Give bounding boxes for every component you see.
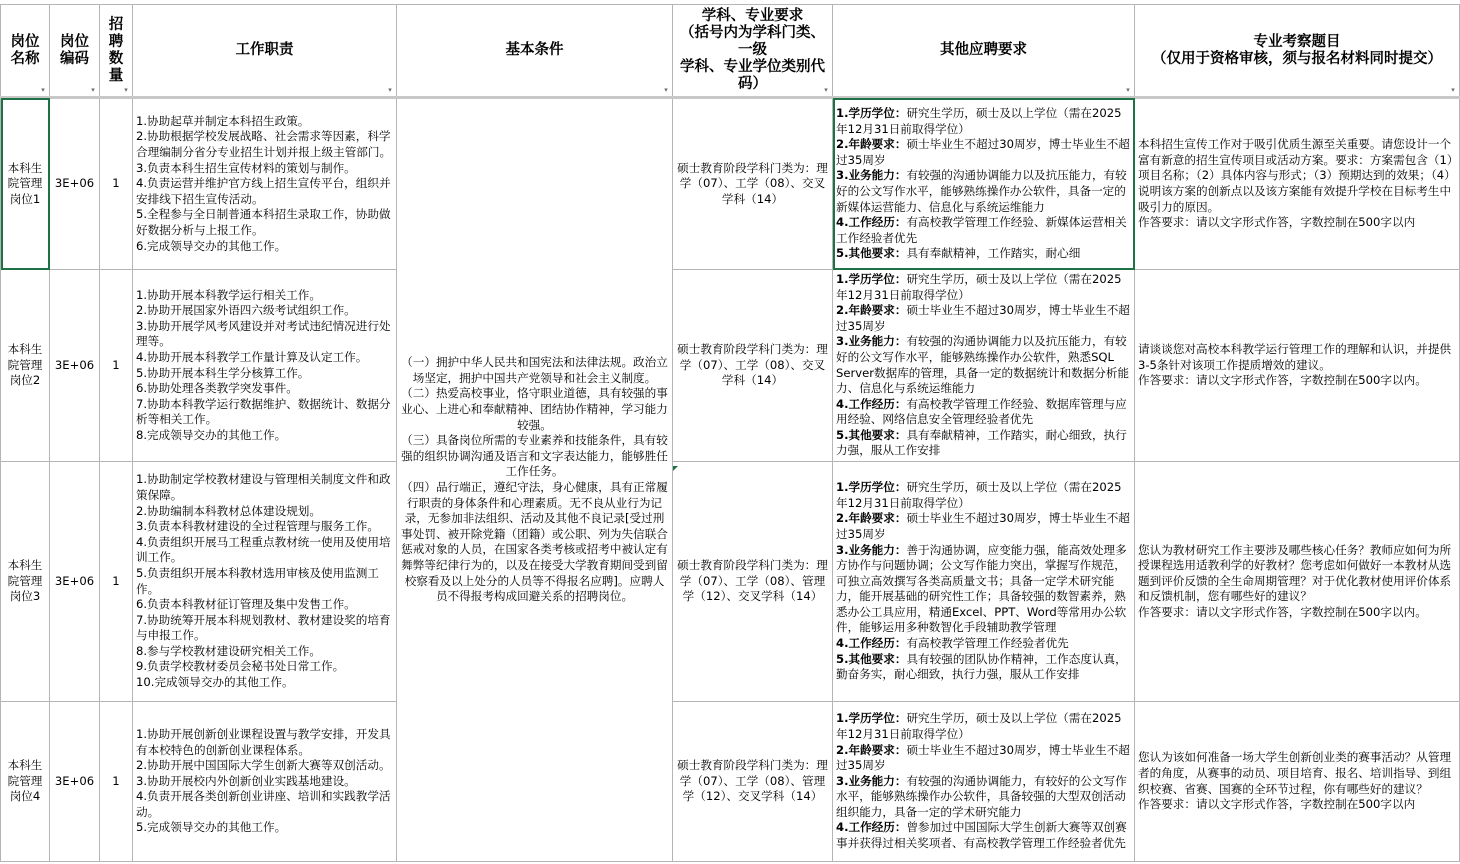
cell-duties[interactable]: 1.协助起草并制定本科招生政策。 2.协助根据学校发展战略、社会需求等因素，科学合理编制分省分专业招生计划并报上级主管部门。 3.负责本科生招生宣传材料的策划与制作。 4.负责运营并维护官方线上招生宣传平台，组织并安排线下招生宣传活动。 5.全程参与全日制普通本科招生录取工作，协助做好数据分析与上报工作。 6.完成领导交办的其他工作。	[133, 98, 397, 270]
cell-position-code[interactable]: 3E+06	[50, 98, 100, 270]
cell-count[interactable]: 1	[100, 462, 133, 702]
cell-major[interactable]: 硕士教育阶段学科门类为：理学（07）、工学（08）、管理学（12）、交叉学科（14）	[673, 702, 833, 862]
cell-count[interactable]: 1	[100, 702, 133, 862]
header-basic[interactable]: 基本条件 ▾	[397, 5, 673, 98]
cell-position-name[interactable]: 本科生院管理岗位2	[1, 270, 50, 462]
cell-other-requirements[interactable]: 1.学历学位：研究生学历，硕士及以上学位（需在2025年12月31日前取得学位） 2.年龄要求：硕士毕业生不超过30周岁，博士毕业生不超过35周岁 3.业务能力：有较强的沟通协调能力以及抗压能力，有较好的公文写作水平，能够熟练操作办公软件，具备一定的新媒体运营能力、信息化与系统运维能力 4.工作经历：有高校教学管理工作经验、新媒体运营相关工作经验者优先 5.其他要求：具有奉献精神，工作踏实，耐心细	[833, 98, 1135, 270]
cell-duties[interactable]: 1.协助开展创新创业课程设置与教学安排，开发具有本校特色的创新创业课程体系。 2.协助开展中国国际大学生创新大赛等双创活动。 3.协助开展校内外创新创业实践基地建设。 4.负责开展各类创新创业讲座、培训和实践教学活动。 5.完成领导交办的其他工作。	[133, 702, 397, 862]
filter-dropdown-icon[interactable]: ▾	[1451, 86, 1455, 94]
header-position-name[interactable]: 岗位名称 ▾	[1, 5, 50, 98]
cell-major[interactable]: 硕士教育阶段学科门类为：理学（07）、工学（08）、交叉学科（14）	[673, 270, 833, 462]
header-count[interactable]: 招聘数量 ▾	[100, 5, 133, 98]
cell-exam[interactable]: 您认为该如何准备一场大学生创新创业类的赛事活动？从管理者的角度，从赛事的动员、项目培育、报名、培训指导、到组织校赛、省赛、国赛的全环节过程，你有哪些好的建议？ 作答要求：请以文字形式作答，字数控制在500字以内	[1135, 702, 1460, 862]
cell-count[interactable]: 1	[100, 270, 133, 462]
spreadsheet-table	[0, 4, 1460, 862]
cell-other-requirements[interactable]: 1.学历学位：研究生学历，硕士及以上学位（需在2025年12月31日前取得学位） 2.年龄要求：硕士毕业生不超过30周岁，博士毕业生不超过35周岁 3.业务能力：善于沟通协调，应变能力强，能高效处理多方协作与问题协调；公文写作能力突出，掌握写作规范，可独立高效撰写各类高质量文书；具备一定学术研究能力，能开展基础的研究性工作；具备较强的数智素养，熟悉办公工具应用，精通Excel、PPT、Word等常用办公软件，能够运用多种数智化手段辅助教学管理 4.工作经历：有高校教学管理工作经验者优先 5.其他要求：具有较强的团队协作精神，工作态度认真，勤奋务实，耐心细致，执行力强，服从工作安排	[833, 462, 1135, 702]
cell-basic-conditions[interactable]: （一）拥护中华人民共和国宪法和法律法规。政治立场坚定，拥护中国共产党领导和社会主义制度。 （二）热爱高校事业，恪守职业道德，具有较强的事业心、上进心和奉献精神、团结协作精神，学习能力较强。 （三）具备岗位所需的专业素养和技能条件，具有较强的组织协调沟通及语言和文字表达能力，能够胜任工作任务。 （四）品行端正，遵纪守法，身心健康，具有正常履行职责的身体条件和心理素质。无不良从业行为记录，无参加非法组织、活动及其他不良记录[受过刑事处罚、被开除党籍（团籍）或公职、列为失信联合惩戒对象的人员，在国家各类考核或招考中被认定有舞弊等纪律行为的，以及在接受大学教育期间受到留校察看及以上处分的人员等不得报名应聘]。应聘人员不得报考构成回避关系的招聘岗位。	[397, 98, 673, 862]
header-duties[interactable]: 工作职责 ▾	[133, 5, 397, 98]
cell-major[interactable]: 硕士教育阶段学科门类为：理学（07）、工学（08）、管理学（12）、交叉学科（14）	[673, 462, 833, 702]
filter-dropdown-icon[interactable]: ▾	[124, 86, 128, 94]
cell-duties[interactable]: 1.协助制定学校教材建设与管理相关制度文件和政策保障。 2.协助编制本科教材总体建设规划。 3.负责本科教材建设的全过程管理与服务工作。 4.负责组织开展马工程重点教材统一使用及使用培训工作。 5.负责组织开展本科教材选用审核及使用监测工作。 6.负责本科教材征订管理及集中发售工作。 7.协助统筹开展本科规划教材、教材建设奖的培育与申报工作。 8.参与学校教材建设研究相关工作。 9.负责学校教材委员会秘书处日常工作。 10.完成领导交办的其他工作。	[133, 462, 397, 702]
cell-position-code[interactable]: 3E+06	[50, 270, 100, 462]
header-row	[1, 5, 1460, 98]
cell-position-name[interactable]: 本科生院管理岗位3	[1, 462, 50, 702]
cell-position-code[interactable]: 3E+06	[50, 462, 100, 702]
filter-dropdown-icon[interactable]: ▾	[824, 86, 828, 94]
header-major[interactable]: 学科、专业要求 （括号内为学科门类、一级 学科、专业学位类别代码） ▾	[673, 5, 833, 98]
filter-dropdown-icon[interactable]: ▾	[1126, 86, 1130, 94]
cell-exam[interactable]: 本科招生宣传工作对于吸引优质生源至关重要。请您设计一个富有新意的招生宣传项目或活动方案。要求：方案需包含（1）项目名称；（2）具体内容与形式；（3）预期达到的效果；（4）说明该方案的创新点以及该方案能有效提升学校在目标考生中吸引力的原因。 作答要求：请以文字形式作答，字数控制在500字以内	[1135, 98, 1460, 270]
cell-exam[interactable]: 您认为教材研究工作主要涉及哪些核心任务？教师应如何为所授课程选用适教利学的好教材？您考虑如何做好一本教材从选题到评价反馈的全生命周期管理？对于优化教材使用评价体系和反馈机制，您有哪些好的建议？ 作答要求：请以文字形式作答，字数控制在500字以内。	[1135, 462, 1460, 702]
cell-major[interactable]: 硕士教育阶段学科门类为：理学（07）、工学（08）、交叉学科（14）	[673, 98, 833, 270]
cell-position-code[interactable]: 3E+06	[50, 702, 100, 862]
filter-dropdown-icon[interactable]: ▾	[41, 86, 45, 94]
cell-other-requirements[interactable]: 1.学历学位：研究生学历，硕士及以上学位（需在2025年12月31日前取得学位） 2.年龄要求：硕士毕业生不超过30周岁，博士毕业生不超过35周岁 3.业务能力：有较强的沟通协调能力以及抗压能力，有较好的公文写作水平，能够熟练操作办公软件，熟悉SQL Server数据库的管理，具备一定的数据统计和数据分析能力、信息化与系统运维能力 4.工作经历：有高校教学管理工作经验、数据库管理与应用经验、网络信息安全管理经验者优先 5.其他要求：具有奉献精神，工作踏实，耐心细致，执行力强，服从工作安排	[833, 270, 1135, 462]
filter-dropdown-icon[interactable]: ▾	[91, 86, 95, 94]
table-row	[1, 270, 1460, 462]
table-row	[1, 462, 1460, 702]
cell-duties[interactable]: 1.协助开展本科教学运行相关工作。 2.协助开展国家外语四六级考试组织工作。 3.协助开展学风考风建设并对考试违纪情况进行处理等。 4.协助开展本科教学工作量计算及认定工作。 5.协助开展本科生学分核算工作。 6.协助处理各类教学突发事件。 7.协助本科教学运行数据维护、数据统计、数据分析等相关工作。 8.完成领导交办的其他工作。	[133, 270, 397, 462]
cell-position-name[interactable]: 本科生院管理岗位1	[1, 98, 50, 270]
cell-other-requirements[interactable]: 1.学历学位：研究生学历，硕士及以上学位（需在2025年12月31日前取得学位） 2.年龄要求：硕士毕业生不超过30周岁，博士毕业生不超过35周岁 3.业务能力：有较强的沟通协调能力，有较好的公文写作水平，能够熟练操作办公软件，具备较强的大型双创活动组织能力，具备一定的学术研究能力 4.工作经历：曾参加过中国国际大学生创新大赛等双创赛事并获得过相关奖项者、有高校教学管理工作经验者优先	[833, 702, 1135, 862]
table-row	[1, 98, 1460, 270]
table-row	[1, 702, 1460, 862]
cell-exam[interactable]: 请谈谈您对高校本科教学运行管理工作的理解和认识，并提供3-5条针对该项工作提质增效的建议。 作答要求：请以文字形式作答，字数控制在500字以内。	[1135, 270, 1460, 462]
cell-comment-marker	[673, 466, 678, 471]
header-other[interactable]: 其他应聘要求 ▾	[833, 5, 1135, 98]
filter-dropdown-icon[interactable]: ▾	[664, 86, 668, 94]
cell-position-name[interactable]: 本科生院管理岗位4	[1, 702, 50, 862]
filter-dropdown-icon[interactable]: ▾	[388, 86, 392, 94]
header-exam[interactable]: 专业考察题目 （仅用于资格审核，须与报名材料同时提交） ▾	[1135, 5, 1460, 98]
header-position-code[interactable]: 岗位编码 ▾	[50, 5, 100, 98]
cell-count[interactable]: 1	[100, 98, 133, 270]
